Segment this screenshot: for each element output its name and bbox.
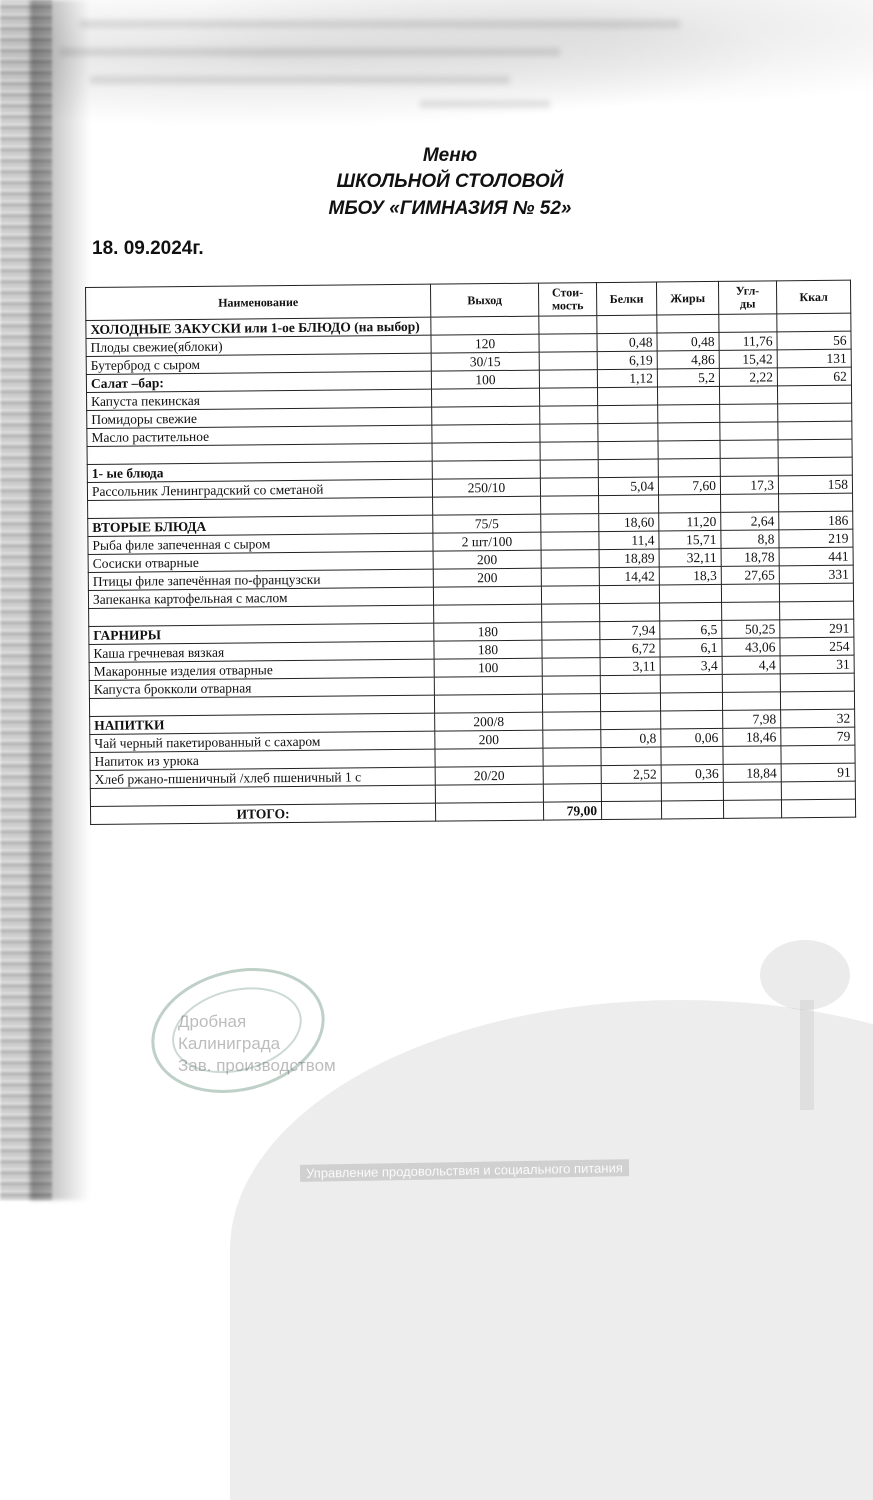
ghost-text-line bbox=[420, 100, 550, 108]
dish-fat: 6,1 bbox=[660, 638, 722, 657]
dish-carbs: 18,84 bbox=[723, 764, 781, 783]
dish-output: 100 bbox=[434, 658, 542, 677]
dish-protein: 0,48 bbox=[597, 333, 657, 352]
dish-output: 200 bbox=[435, 730, 543, 749]
dish-carbs: 11,76 bbox=[719, 332, 777, 351]
dish-kcal: 56 bbox=[777, 331, 851, 350]
dish-carbs: 18,78 bbox=[721, 548, 779, 567]
dish-kcal: 91 bbox=[781, 763, 855, 782]
dish-fat: 18,3 bbox=[659, 566, 721, 585]
scan-shadow-gradient bbox=[30, 0, 90, 1200]
stamp-text-line3: Зав. производством bbox=[178, 1056, 336, 1075]
dish-kcal: 219 bbox=[779, 529, 853, 548]
dish-name: Хлеб ржано-пшеничный /хлеб пшеничный 1 с bbox=[90, 767, 435, 788]
dish-name: Запеканка картофельная с маслом bbox=[88, 587, 433, 608]
menu-title bbox=[150, 143, 750, 222]
stamp-text-line2: Калиниграда bbox=[178, 1034, 281, 1053]
menu-table-wrapper bbox=[85, 280, 855, 825]
dish-protein: 18,89 bbox=[599, 549, 659, 568]
dish-kcal: 79 bbox=[781, 727, 855, 746]
col-header-name: Наименование bbox=[86, 284, 431, 320]
background-tree-trunk bbox=[800, 1000, 814, 1110]
dish-protein: 14,42 bbox=[599, 567, 659, 586]
dish-carbs: 2,64 bbox=[721, 512, 779, 531]
title-school-canteen: ШКОЛЬНОЙ СТОЛОВОЙ bbox=[336, 171, 564, 192]
dish-output: 180 bbox=[434, 640, 542, 659]
dish-name: Бутерброд с сыром bbox=[86, 353, 431, 374]
dish-kcal: 62 bbox=[777, 367, 851, 386]
title-menu: Меню bbox=[422, 145, 478, 166]
dish-output: 30/15 bbox=[431, 352, 539, 371]
section-cold-label: ХОЛОДНЫЕ ЗАКУСКИ или 1-ое БЛЮДО (на выбор) bbox=[86, 317, 431, 338]
dish-protein: 7,94 bbox=[600, 621, 660, 640]
dish-output: 20/20 bbox=[435, 766, 543, 785]
dish-name: Каша гречневая вязкая bbox=[89, 641, 434, 662]
total-cost: 79,00 bbox=[543, 802, 601, 821]
dish-carbs: 50,25 bbox=[722, 620, 780, 639]
dish-kcal: 31 bbox=[780, 655, 854, 674]
dish-fat: 0,48 bbox=[657, 332, 719, 351]
col-header-output: Выход bbox=[430, 283, 538, 317]
dish-name: Чай черный пакетированный с сахаром bbox=[90, 731, 435, 752]
dish-protein: 6,72 bbox=[600, 639, 660, 658]
section-drinks-label: НАПИТКИ bbox=[90, 713, 435, 734]
col-header-cost-line2: мость bbox=[551, 298, 584, 313]
dish-output: 200 bbox=[433, 550, 541, 569]
stamp-text-line1: Дробная bbox=[178, 1012, 247, 1031]
dish-fat: 32,11 bbox=[659, 548, 721, 567]
dish-name: Напиток из урюка bbox=[90, 749, 435, 770]
dish-carbs: 18,46 bbox=[723, 728, 781, 747]
dish-kcal: 32 bbox=[781, 709, 855, 728]
dish-fat: 0,06 bbox=[661, 728, 723, 747]
section-second-label: ВТОРЫЕ БЛЮДА bbox=[88, 515, 433, 536]
menu-table bbox=[85, 280, 856, 825]
dish-name: Капуста брокколи отварная bbox=[89, 677, 434, 698]
dish-protein: 5,04 bbox=[598, 477, 658, 496]
dish-output: 120 bbox=[431, 334, 539, 353]
section-sides-label: ГАРНИРЫ bbox=[89, 623, 434, 644]
dish-output: 200 bbox=[433, 568, 541, 587]
dish-protein: 6,19 bbox=[597, 351, 657, 370]
dish-protein: 3,11 bbox=[600, 657, 660, 676]
section-salad-bar-label: Салат –бар: bbox=[86, 371, 431, 392]
dish-protein: 1,12 bbox=[597, 369, 657, 388]
col-header-cost bbox=[538, 283, 596, 317]
dish-protein: 18,60 bbox=[599, 513, 659, 532]
dish-carbs: 17,3 bbox=[720, 476, 778, 495]
dish-kcal: 441 bbox=[779, 547, 853, 566]
dish-protein: 2,52 bbox=[601, 765, 661, 784]
menu-date: 18. 09.2024г. bbox=[92, 238, 204, 259]
dish-output: 2 шт/100 bbox=[433, 532, 541, 551]
dish-carbs: 27,65 bbox=[721, 566, 779, 585]
dish-carbs: 15,42 bbox=[719, 350, 777, 369]
dish-protein: 11,4 bbox=[599, 531, 659, 550]
col-header-carbs-line1: Угл- bbox=[735, 283, 760, 298]
dish-name: Плоды свежие(яблоки) bbox=[86, 335, 431, 356]
dish-output: 180 bbox=[434, 622, 542, 641]
dish-protein: 0,8 bbox=[601, 729, 661, 748]
title-school-name: МБОУ «ГИМНАЗИЯ № 52» bbox=[328, 198, 572, 219]
dish-kcal: 158 bbox=[778, 475, 852, 494]
dish-fat: 3,4 bbox=[660, 656, 722, 675]
dish-carbs: 2,22 bbox=[719, 368, 777, 387]
dish-name: Птицы филе запечённая по-французски bbox=[88, 569, 433, 590]
dish-fat: 4,86 bbox=[657, 350, 719, 369]
ghost-text-line bbox=[80, 20, 680, 28]
dish-fat: 11,20 bbox=[659, 512, 721, 531]
dish-name: Капуста пекинская bbox=[87, 389, 432, 410]
col-header-kcal: Ккал bbox=[776, 280, 850, 314]
dish-name: Рассольник Ленинградский со сметаной bbox=[87, 479, 432, 500]
dish-fat: 0,36 bbox=[661, 764, 723, 783]
col-header-carbs-line2: ды bbox=[739, 296, 756, 311]
dish-name: Помидоры свежие bbox=[87, 407, 432, 428]
col-header-fat: Жиры bbox=[656, 281, 718, 315]
dish-carbs: 8,8 bbox=[721, 530, 779, 549]
dish-name: Рыба филе запеченная с сыром bbox=[88, 533, 433, 554]
dish-kcal: 254 bbox=[780, 637, 854, 656]
dish-name: Масло растительное bbox=[87, 425, 432, 446]
col-header-carbs bbox=[718, 281, 776, 315]
dish-carbs: 43,06 bbox=[722, 638, 780, 657]
dish-fat: 5,2 bbox=[657, 368, 719, 387]
dish-kcal: 186 bbox=[779, 511, 853, 530]
col-header-cost-line1: Стои- bbox=[551, 285, 584, 300]
dish-fat: 15,71 bbox=[659, 530, 721, 549]
dish-kcal: 291 bbox=[780, 619, 854, 638]
total-label: ИТОГО: bbox=[90, 803, 435, 824]
col-header-protein: Белки bbox=[596, 282, 656, 316]
section-first-label: 1- ые блюда bbox=[87, 461, 432, 482]
bottom-band-text: Управление продовольствия и социального питания bbox=[300, 1159, 629, 1182]
dish-output: 200/8 bbox=[435, 712, 543, 731]
dish-name: Сосиски отварные bbox=[88, 551, 433, 572]
dish-fat: 6,5 bbox=[660, 620, 722, 639]
dish-output: 75/5 bbox=[433, 514, 541, 533]
dish-name: Макаронные изделия отварные bbox=[89, 659, 434, 680]
dish-carbs: 7,98 bbox=[723, 710, 781, 729]
dish-output: 250/10 bbox=[432, 478, 540, 497]
ghost-text-line bbox=[90, 76, 510, 84]
dish-output: 100 bbox=[431, 370, 539, 389]
dish-kcal: 131 bbox=[777, 349, 851, 368]
dish-carbs: 4,4 bbox=[722, 656, 780, 675]
dish-fat: 7,60 bbox=[658, 476, 720, 495]
dish-kcal: 331 bbox=[779, 565, 853, 584]
ghost-text-line bbox=[60, 48, 560, 56]
